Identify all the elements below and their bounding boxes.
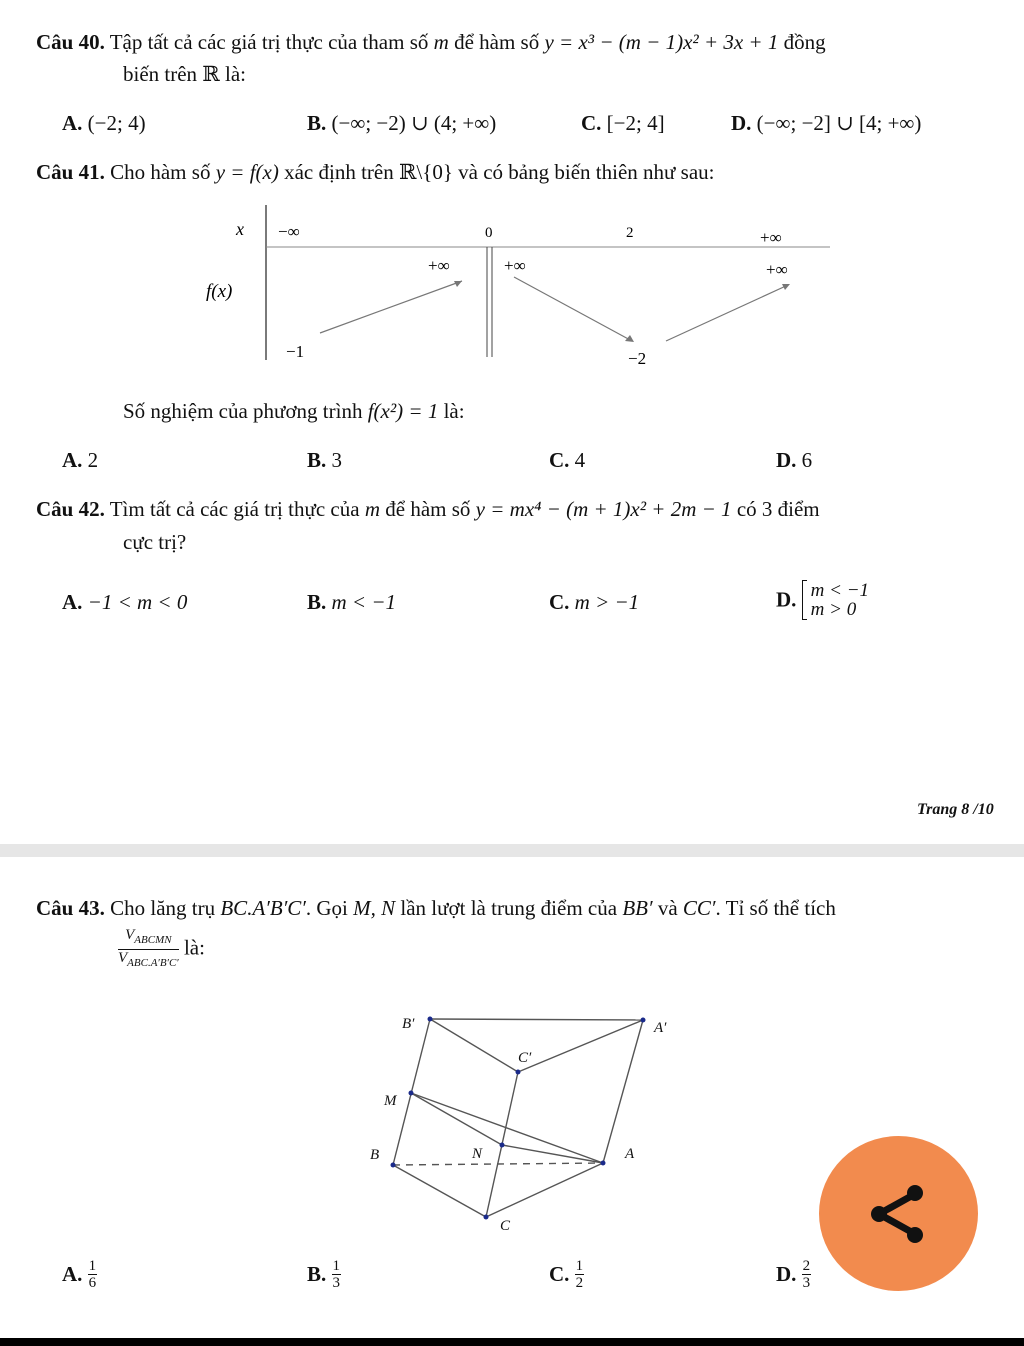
- label-a1: A′: [654, 1020, 667, 1036]
- point-a1: [641, 1018, 646, 1023]
- page-number: Trang 8 /10: [917, 801, 994, 818]
- page-separator: [0, 844, 1024, 857]
- option-letter: D.: [776, 448, 797, 472]
- q43-option-a[interactable]: [62, 1258, 97, 1291]
- option-letter: D.: [776, 1262, 797, 1286]
- prism-figure: [360, 1005, 690, 1240]
- share-icon-dot: [871, 1206, 887, 1222]
- option-value: (−2; 4): [87, 111, 146, 135]
- option-letter: B.: [307, 448, 327, 472]
- label-m: M: [384, 1093, 397, 1109]
- label-b1: B′: [402, 1016, 415, 1032]
- volume-ratio: [118, 927, 179, 972]
- segment-m-n: [411, 1093, 502, 1145]
- q43-text4: . Tỉ số thể tích: [715, 896, 836, 920]
- q43-text2: . Gọi: [305, 896, 348, 920]
- variation-table: [200, 205, 840, 380]
- q41-line1: [36, 160, 714, 185]
- q42-text: Tìm tất cả các giá trị thực của: [109, 497, 360, 521]
- q42-text3: có 3 điểm: [736, 497, 820, 521]
- option-letter: C.: [549, 1262, 570, 1286]
- option-letter: B.: [307, 590, 327, 614]
- fraction-numerator: 1: [332, 1258, 341, 1274]
- q43-label: Câu 43.: [36, 896, 105, 920]
- option-value: (−∞; −2] ∪ [4; +∞): [756, 111, 922, 135]
- option-letter: C.: [549, 448, 570, 472]
- arrow-increasing: [320, 281, 462, 333]
- q43-edge-cc: CC′: [682, 896, 716, 920]
- bracket-line: m < −1: [810, 580, 870, 601]
- option-letter: C.: [581, 111, 602, 135]
- q40-text2: để hàm số: [454, 30, 540, 54]
- edge-b1-c1: [430, 1019, 518, 1072]
- fraction-denominator: 2: [575, 1275, 584, 1291]
- q42-option-c[interactable]: [549, 590, 639, 615]
- q42-option-b[interactable]: [307, 590, 396, 615]
- q43-option-c[interactable]: [549, 1258, 584, 1291]
- point-b1: [428, 1017, 433, 1022]
- bottom-bar: [0, 1338, 1024, 1346]
- point-c1: [516, 1070, 521, 1075]
- ratio-v: V: [125, 927, 135, 943]
- ratio-v: V: [118, 950, 128, 966]
- bracket-symbol: [802, 580, 807, 620]
- q43-option-b[interactable]: [307, 1258, 341, 1291]
- edge-a1-a: [603, 1020, 643, 1163]
- option-letter: A.: [62, 1262, 83, 1286]
- label-n: N: [472, 1146, 483, 1162]
- q43-and: và: [657, 896, 678, 920]
- q42-line1: [36, 497, 820, 522]
- q43-text3: lần lượt là trung điểm của: [400, 896, 618, 920]
- segment-n-a: [502, 1145, 603, 1163]
- q42-formula: y = mx⁴ − (m + 1)x² + 2m − 1: [475, 497, 732, 521]
- label-c1: C′: [518, 1050, 532, 1066]
- point-c: [484, 1215, 489, 1220]
- q41-text: Cho hàm số: [110, 160, 211, 184]
- option-letter: A.: [62, 111, 83, 135]
- fraction-denominator: 3: [332, 1275, 341, 1291]
- q43-text: Cho lăng trụ: [110, 896, 216, 920]
- q40-label: Câu 40.: [36, 30, 105, 54]
- point-a: [601, 1161, 606, 1166]
- point-b: [391, 1163, 396, 1168]
- option-letter: B.: [307, 1262, 327, 1286]
- share-button[interactable]: [819, 1136, 978, 1291]
- q40-param: m: [433, 30, 449, 54]
- q41-label: Câu 41.: [36, 160, 105, 184]
- option-value: −1 < m < 0: [87, 590, 188, 614]
- ratio-num-sub: ABCMN: [134, 934, 172, 946]
- option-value: m < −1: [331, 590, 397, 614]
- point-n: [500, 1143, 505, 1148]
- table-x-value: +∞: [760, 228, 782, 247]
- option-letter: D.: [776, 587, 797, 612]
- q40-option-c[interactable]: [581, 111, 665, 136]
- option-value: [−2; 4]: [606, 111, 665, 135]
- q40-text: Tập tất cả các giá trị thực của tham số: [109, 30, 429, 54]
- arrow-increasing: [666, 285, 788, 341]
- option-letter: A.: [62, 590, 83, 614]
- q41-question-formula: f(x²) = 1: [367, 399, 439, 423]
- edge-c-a: [486, 1163, 603, 1217]
- edge-b-c: [393, 1165, 486, 1217]
- edge-b1-a1: [430, 1019, 643, 1020]
- ratio-denominator: [118, 950, 179, 972]
- option-letter: B.: [307, 111, 327, 135]
- q42-param: m: [364, 497, 380, 521]
- table-x-value: −∞: [278, 222, 300, 241]
- arrow-decreasing: [514, 277, 632, 341]
- q41-question: [123, 399, 465, 424]
- option-value: 4: [574, 448, 586, 472]
- table-fx-label: f(x): [206, 281, 233, 302]
- q43-points: M, N: [353, 896, 396, 920]
- label-b: B: [370, 1147, 380, 1163]
- option-value: m > −1: [574, 590, 640, 614]
- option-value: [802, 1258, 812, 1291]
- label-c: C: [500, 1218, 511, 1234]
- fraction-numerator: 1: [88, 1258, 97, 1274]
- bracket-line: m > 0: [810, 599, 857, 620]
- share-icon: [819, 1136, 978, 1291]
- option-value: (−∞; −2) ∪ (4; +∞): [331, 111, 497, 135]
- q42-line2: cực trị?: [123, 530, 187, 554]
- option-letter: A.: [62, 448, 83, 472]
- fraction-denominator: 6: [88, 1275, 97, 1291]
- label-a: A: [625, 1146, 635, 1162]
- ratio-numerator: [118, 927, 179, 950]
- q42-text2: để hàm số: [385, 497, 471, 521]
- share-icon-dot: [907, 1185, 923, 1201]
- table-f-value: +∞: [504, 256, 526, 275]
- q42-option-a[interactable]: [62, 590, 187, 615]
- q40-line2: biến trên ℝ là:: [123, 62, 246, 86]
- table-f-value: −1: [286, 342, 305, 361]
- ratio-end: là:: [183, 935, 205, 960]
- q43-prism: BC.A′B′C′: [220, 896, 306, 920]
- q40-option-b[interactable]: [307, 111, 496, 136]
- q40-option-a[interactable]: [62, 111, 146, 136]
- share-icon-dot: [907, 1227, 923, 1243]
- option-value: [811, 581, 869, 619]
- option-letter: D.: [731, 111, 752, 135]
- fraction-numerator: 1: [575, 1258, 584, 1274]
- table-x-value: 0: [485, 225, 493, 241]
- segment-m-a: [411, 1093, 603, 1163]
- q43-line1: [36, 896, 836, 921]
- q40-formula: y = x³ − (m − 1)x² + 3x + 1: [544, 30, 779, 54]
- option-letter: C.: [549, 590, 570, 614]
- q41-option-a[interactable]: [62, 448, 98, 473]
- q41-option-d[interactable]: [776, 448, 812, 473]
- q43-option-d[interactable]: [776, 1258, 811, 1291]
- table-x-value: 2: [626, 225, 634, 241]
- q43-edge-bb: BB′: [622, 896, 653, 920]
- table-f-value: +∞: [766, 260, 788, 279]
- edge-c1-a1: [518, 1020, 643, 1072]
- table-x-label: x: [236, 219, 244, 239]
- hidden-edge-b-a: [393, 1163, 603, 1165]
- point-m: [409, 1091, 414, 1096]
- option-value: [575, 1258, 585, 1291]
- q43-ratio-line: [118, 927, 205, 972]
- option-value: 3: [331, 448, 343, 472]
- q41-question-text: Số nghiệm của phương trình: [123, 399, 363, 423]
- q40-line1: [36, 30, 826, 55]
- option-value: [88, 1258, 98, 1291]
- option-value: [332, 1258, 342, 1291]
- fraction-numerator: 2: [802, 1258, 811, 1274]
- table-f-value: −2: [628, 349, 647, 368]
- q41-question-end: là:: [443, 399, 465, 423]
- q42-label: Câu 42.: [36, 497, 105, 521]
- q40-option-d[interactable]: [731, 111, 921, 136]
- table-f-value: +∞: [428, 256, 450, 275]
- q42-option-d[interactable]: [776, 580, 869, 620]
- ratio-den-sub: ABC.A′B′C′: [127, 957, 179, 969]
- q40-text3: đồng: [783, 30, 826, 54]
- q41-option-c[interactable]: [549, 448, 585, 473]
- fraction-denominator: 3: [802, 1275, 811, 1291]
- option-value: 2: [87, 448, 99, 472]
- option-value: 6: [801, 448, 813, 472]
- q41-text2: xác định trên ℝ\{0} và có bảng biến thiên như sau:: [284, 160, 715, 184]
- q41-option-b[interactable]: [307, 448, 342, 473]
- q41-formula: y = f(x): [215, 160, 279, 184]
